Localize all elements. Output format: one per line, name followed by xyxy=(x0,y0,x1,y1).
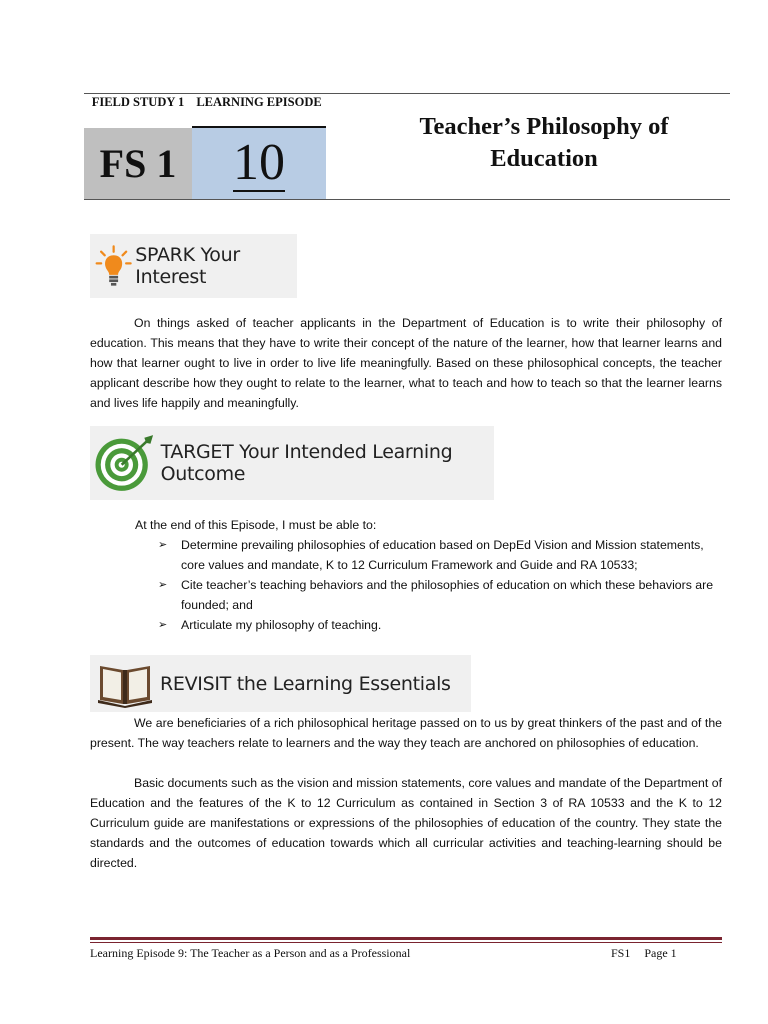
footer-episode-title: Learning Episode 9: The Teacher as a Person and as a Professional xyxy=(90,946,411,960)
footer-rule-thick xyxy=(90,937,722,940)
course-code-box: FS 1 xyxy=(84,128,192,199)
field-study-label: FIELD STUDY 1 xyxy=(91,95,185,109)
footer-course: FS1 xyxy=(611,946,631,960)
header-top-rule xyxy=(84,93,730,94)
target-icon xyxy=(92,428,157,498)
list-item: ➢ Articulate my philosophy of teaching. xyxy=(158,615,728,635)
page-title-line2: Education xyxy=(490,145,598,172)
spark-banner xyxy=(90,234,297,298)
revisit-paragraph-1: We are beneficiaries of a rich philosophical heritage passed on to us by great thinkers of the past and of the present. The way teachers relate to learners and the way they teach are anchored on philosophies of education. xyxy=(90,716,722,750)
spark-heading: SPARK Your Interest xyxy=(135,244,240,288)
outcomes-list xyxy=(158,535,728,635)
list-item: ➢ Cite teacher’s teaching behaviors and the philosophies of education on which these behaviors are founded; and xyxy=(158,575,728,615)
episode-number: 10 xyxy=(233,133,285,191)
lightbulb-icon xyxy=(94,241,133,291)
footer-page-info xyxy=(611,946,677,961)
learning-episode-label: LEARNING EPISODE xyxy=(196,95,322,109)
spark-paragraph: On things asked of teacher applicants in the Department of Education is to write their philosophy of education. This means that they have to write their concept of the nature of the learner, how that learner learns and how that learner ought to live in order to live life meaningfully. Based on these philosophical concepts, the teacher applicant describe how they ought to relate to the learner, what to teach and how to teach so that the learner learns and lives life happily and meaningfully. xyxy=(90,316,722,410)
footer-page-number: Page 1 xyxy=(644,946,677,960)
list-item: ➢ Determine prevailing philosophies of education based on DepEd Vision and Mission statements, core values and mandate, K to 12 Curriculum Framework and Guide and RA 10533; xyxy=(158,535,728,575)
revisit-heading: REVISIT the Learning Essentials xyxy=(160,672,451,695)
footer-rule-thin xyxy=(90,942,722,943)
revisit-banner xyxy=(90,655,471,712)
arrow-bullet-icon: ➢ xyxy=(158,579,168,591)
target-heading: TARGET Your Intended Learning Outcome xyxy=(160,441,453,485)
arrow-bullet-icon: ➢ xyxy=(158,619,168,631)
document-header xyxy=(84,93,730,201)
arrow-bullet-icon: ➢ xyxy=(158,539,168,551)
header-bottom-rule xyxy=(84,199,730,200)
target-intro: At the end of this Episode, I must be able to: xyxy=(135,518,377,532)
target-banner xyxy=(90,426,494,500)
book-icon xyxy=(96,660,154,708)
page-title-line1: Teacher’s Philosophy of xyxy=(419,113,669,140)
episode-number-box xyxy=(192,128,326,199)
revisit-paragraph-2: Basic documents such as the vision and mission statements, core values and mandate of the Department of Education and the features of the K to 12 Curriculum as contained in Section 3 of RA 10533 and the K to 12 Curriculum guide are manifestations or expressions of the philosophies of education of the country. They state the standards and the outcomes of education towards which all curricular activities and teaching-learning should be directed. xyxy=(90,776,722,870)
page-title xyxy=(354,111,734,175)
